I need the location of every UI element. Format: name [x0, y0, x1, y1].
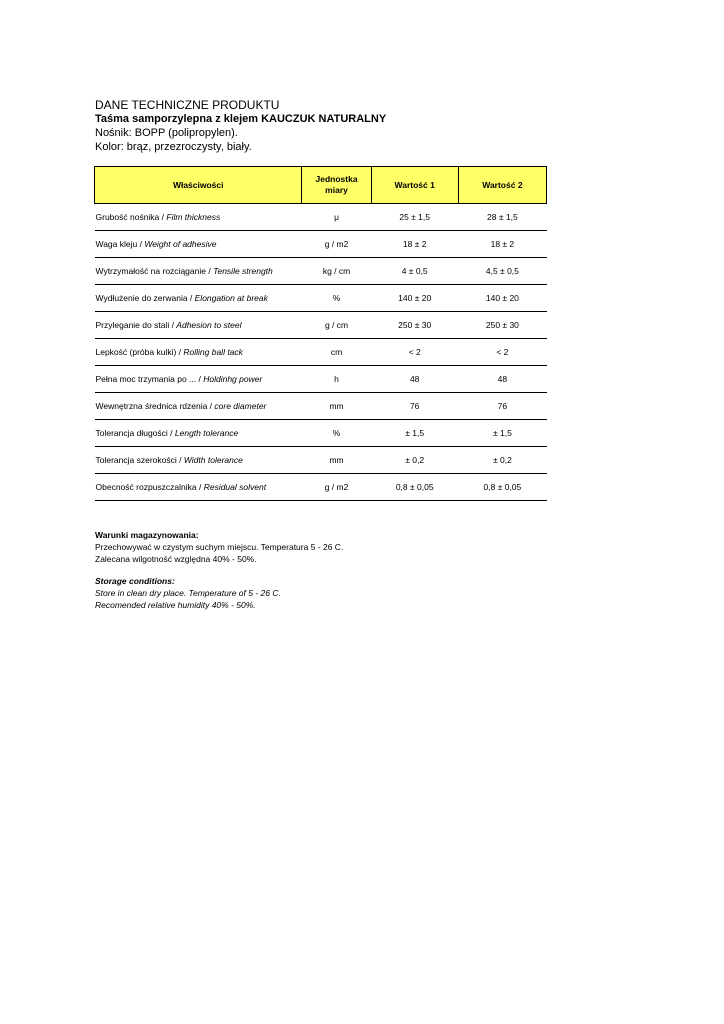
cell-property — [95, 447, 302, 474]
table-row — [95, 258, 547, 285]
property-name-en: Holdinhg power — [203, 374, 263, 384]
cell-value1: 4 ± 0,5 — [371, 258, 458, 285]
property-name-en: Elongation at break — [194, 293, 268, 303]
cell-value1: 25 ± 1,5 — [371, 204, 458, 231]
cell-value1: 140 ± 20 — [371, 285, 458, 312]
cell-value2: 76 — [458, 393, 546, 420]
cell-value1: ± 0,2 — [371, 447, 458, 474]
document-header — [95, 98, 595, 154]
storage-heading-en: Storage conditions: — [95, 576, 175, 586]
cell-property — [95, 285, 302, 312]
property-name-pl: Wydłużenie do zerwania / — [95, 293, 195, 303]
table-row — [95, 312, 547, 339]
header-property: Właściwości — [95, 167, 302, 204]
cell-value1: 76 — [371, 393, 458, 420]
storage-line2-en: Recomended relative humidity 40% - 50%. — [95, 600, 256, 610]
cell-value2: 18 ± 2 — [458, 231, 546, 258]
table-row — [95, 366, 547, 393]
property-name-pl: Wewnętrzna średnica rdzenia / — [95, 401, 215, 411]
cell-unit: h — [302, 366, 371, 393]
property-name-pl: Grubość nośnika / — [95, 212, 167, 222]
property-name-en: Residual solvent — [203, 482, 267, 492]
property-name-pl: Tolerancja szerokości / — [95, 455, 184, 465]
storage-heading-pl: Warunki magazynowania: — [95, 530, 199, 540]
cell-unit: g / cm — [302, 312, 371, 339]
storage-line1-en: Store in clean dry place. Temperature of 5 - 26 C. — [95, 588, 281, 598]
table-row — [95, 339, 547, 366]
table-row — [95, 231, 547, 258]
cell-unit: g / m2 — [302, 474, 371, 501]
cell-property — [95, 231, 302, 258]
cell-value1: ± 1,5 — [371, 420, 458, 447]
table-row — [95, 204, 547, 231]
property-name-pl: Przyleganie do stali / — [95, 320, 177, 330]
cell-value2: ± 0,2 — [458, 447, 546, 474]
color-info: Kolor: brąz, przezroczysty, biały. — [95, 141, 252, 153]
header-unit-line1: Jednostka — [315, 174, 358, 184]
specification-table — [94, 166, 547, 501]
property-name-pl: Tolerancja długości / — [95, 428, 175, 438]
carrier-info: Nośnik: BOPP (polipropylen). — [95, 127, 238, 139]
property-name-en: Film thickness — [166, 212, 221, 222]
cell-value1: < 2 — [371, 339, 458, 366]
cell-value2: < 2 — [458, 339, 546, 366]
cell-property — [95, 258, 302, 285]
property-name-pl: Wytrzymałość na rozciąganie / — [95, 266, 214, 276]
cell-property — [95, 312, 302, 339]
cell-unit: g / m2 — [302, 231, 371, 258]
table-body — [95, 204, 547, 501]
property-name-en: Tensile strength — [213, 266, 273, 276]
document-title: DANE TECHNICZNE PRODUKTU — [95, 98, 280, 112]
property-name-en: Rolling ball tack — [183, 347, 243, 357]
header-value1: Wartość 1 — [371, 167, 458, 204]
product-name: Taśma samporzylepna z klejem KAUCZUK NATURALNY — [95, 113, 387, 125]
cell-unit: % — [302, 420, 371, 447]
cell-property — [95, 420, 302, 447]
cell-property — [95, 204, 302, 231]
cell-property — [95, 474, 302, 501]
cell-property — [95, 366, 302, 393]
property-name-en: Weight of adhesive — [144, 239, 217, 249]
property-name-pl: Pełna moc trzymania po ... / — [95, 374, 204, 384]
cell-value1: 18 ± 2 — [371, 231, 458, 258]
cell-unit: μ — [302, 204, 371, 231]
table-row — [95, 474, 547, 501]
table-row — [95, 285, 547, 312]
storage-line2-pl: Zalecana wilgotność względna 40% - 50%. — [95, 554, 257, 564]
cell-value2: 140 ± 20 — [458, 285, 546, 312]
spacer — [95, 565, 595, 575]
cell-value2: 48 — [458, 366, 546, 393]
table-row — [95, 447, 547, 474]
header-unit — [302, 167, 371, 204]
table-row — [95, 420, 547, 447]
cell-value2: 28 ± 1,5 — [458, 204, 546, 231]
cell-value2: ± 1,5 — [458, 420, 546, 447]
cell-unit: kg / cm — [302, 258, 371, 285]
property-name-pl: Lepkość (próba kulki) / — [95, 347, 184, 357]
cell-value1: 48 — [371, 366, 458, 393]
cell-property — [95, 339, 302, 366]
cell-value1: 0,8 ± 0,05 — [371, 474, 458, 501]
cell-unit: mm — [302, 447, 371, 474]
cell-value2: 0,8 ± 0,05 — [458, 474, 546, 501]
property-name-en: Length tolerance — [174, 428, 239, 438]
cell-unit: cm — [302, 339, 371, 366]
cell-unit: mm — [302, 393, 371, 420]
cell-value2: 4,5 ± 0,5 — [458, 258, 546, 285]
cell-value2: 250 ± 30 — [458, 312, 546, 339]
header-unit-line2: miary — [325, 185, 348, 195]
storage-section — [95, 529, 595, 611]
property-name-pl: Waga kleju / — [95, 239, 145, 249]
property-name-en: core diameter — [214, 401, 267, 411]
storage-line1-pl: Przechowywać w czystym suchym miejscu. Temperatura 5 - 26 C. — [95, 542, 344, 552]
property-name-en: Width tolerance — [183, 455, 243, 465]
cell-property — [95, 393, 302, 420]
property-name-en: Adhesion to steel — [176, 320, 242, 330]
cell-unit: % — [302, 285, 371, 312]
table-header-row — [95, 167, 547, 204]
cell-value1: 250 ± 30 — [371, 312, 458, 339]
header-value2: Wartość 2 — [458, 167, 546, 204]
table-row — [95, 393, 547, 420]
property-name-pl: Obecność rozpuszczalnika / — [95, 482, 204, 492]
